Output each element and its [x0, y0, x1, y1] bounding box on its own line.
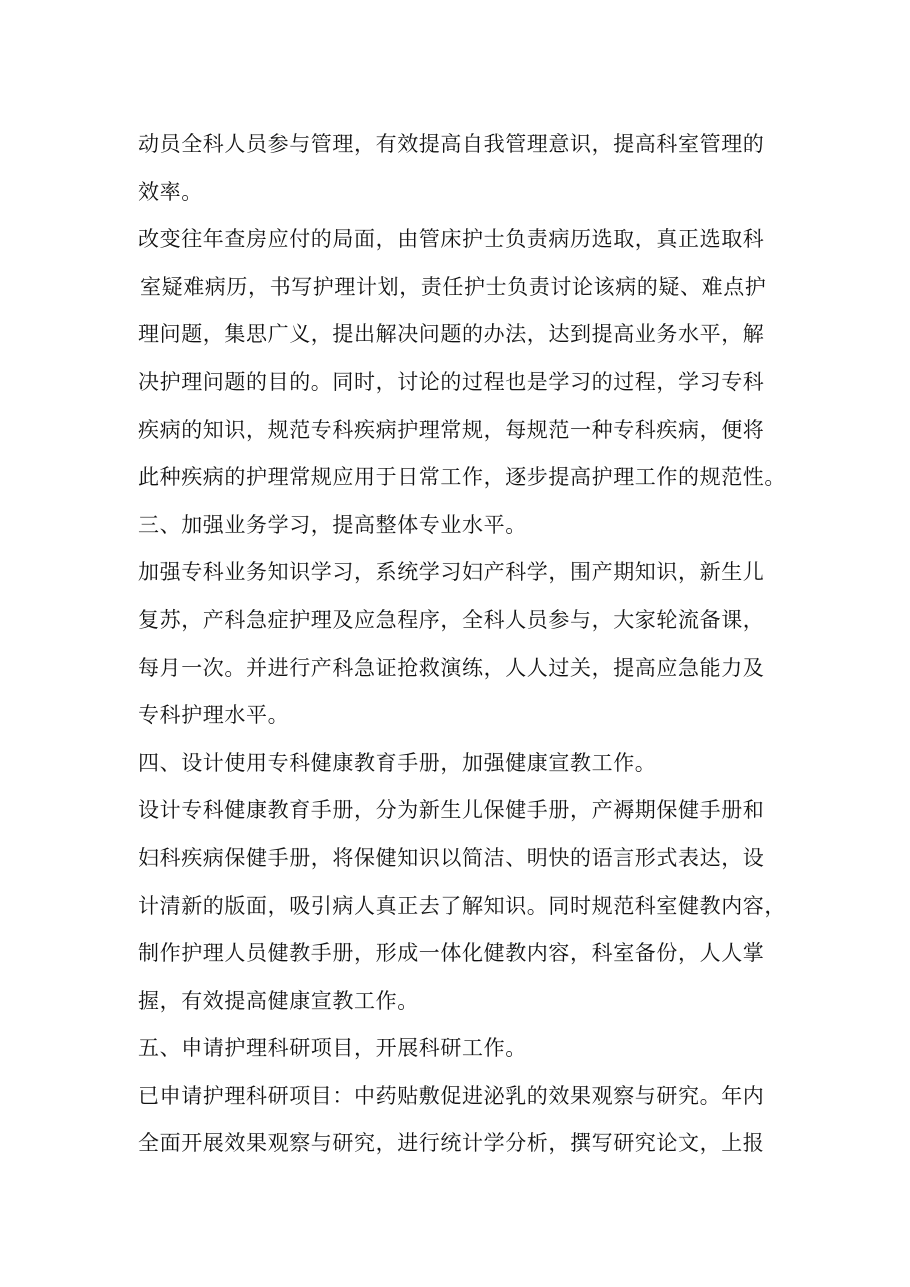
text-line: 理问题，集思广义，提出解决问题的办法，达到提高业务水平，解 — [138, 322, 765, 347]
text-line: 效率。 — [138, 179, 203, 204]
text-line: 握，有效提高健康宣教工作。 — [138, 988, 419, 1013]
text-line: 此种疾病的护理常规应用于日常工作，逐步提高护理工作的规范性。 — [138, 465, 786, 490]
text-line: 复苏，产科急症护理及应急程序，全科人员参与，大家轮流备课， — [138, 607, 765, 632]
text-line: 计清新的版面，吸引病人真正去了解知识。同时规范科室健教内容， — [138, 893, 786, 918]
section-heading: 三、加强业务学习，提高整体专业水平。 — [138, 512, 527, 537]
text-line: 决护理问题的目的。同时，讨论的过程也是学习的过程，学习专科 — [138, 369, 765, 394]
document-body — [138, 124, 788, 1171]
text-line: 改变往年查房应付的局面，由管床护士负责病历选取，真正选取科 — [138, 227, 765, 252]
text-line: 疾病的知识，规范专科疾病护理常规，每规范一种专科疾病，便将 — [138, 417, 765, 442]
text-line: 动员全科人员参与管理，有效提高自我管理意识，提高科室管理的 — [138, 132, 765, 156]
text-line: 室疑难病历，书写护理计划，责任护士负责讨论该病的疑、难点护 — [140, 274, 767, 299]
text-line: 制作护理人员健教手册，形成一体化健教内容，科室备份，人人掌 — [138, 941, 765, 966]
text-line: 设计专科健康教育手册，分为新生儿保健手册，产褥期保健手册和 — [138, 798, 765, 823]
text-line: 专科护理水平。 — [138, 703, 290, 728]
text-line: 妇科疾病保健手册，将保健知识以简洁、明快的语言形式表达，设 — [138, 845, 765, 870]
text-line: 加强专科业务知识学习，系统学习妇产科学，围产期知识，新生儿 — [138, 560, 765, 585]
section-heading: 五、申请护理科研项目，开展科研工作。 — [138, 1036, 527, 1061]
text-line: 已申请护理科研项目：中药贴敷促进泌乳的效果观察与研究。年内 — [138, 1083, 765, 1108]
text-line: 每月一次。并进行产科急证抢救演练，人人过关，提高应急能力及 — [138, 655, 765, 680]
text-line: 全面开展效果观察与研究，进行统计学分析，撰写研究论文，上报 — [138, 1131, 765, 1156]
section-heading: 四、设计使用专科健康教育手册，加强健康宣教工作。 — [138, 750, 657, 775]
